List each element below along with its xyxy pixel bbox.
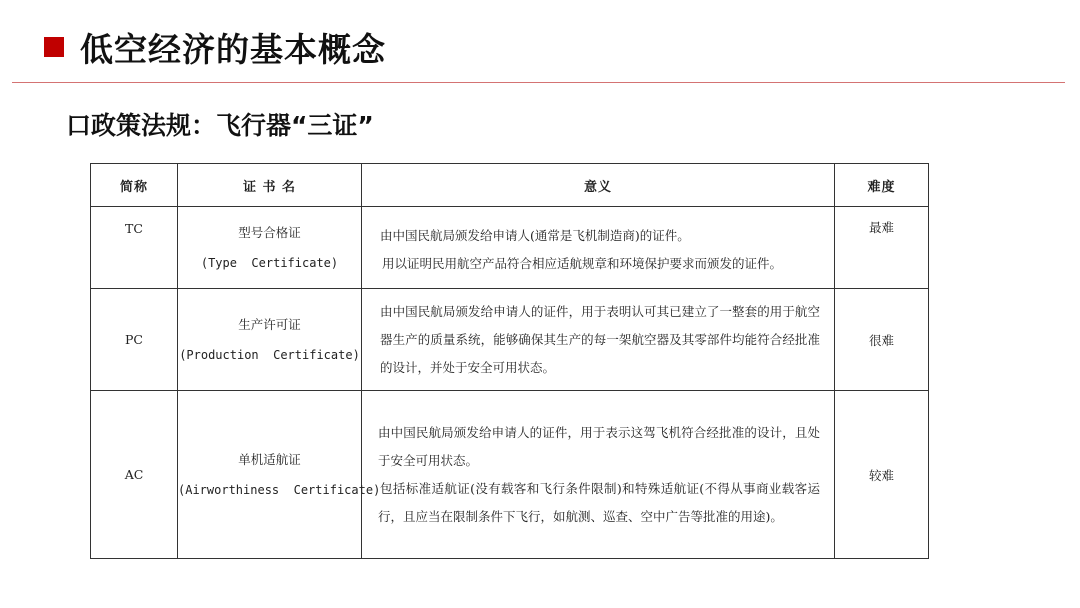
- cert-name-cn: 单机适航证: [238, 451, 301, 467]
- cell-abbr: TC: [91, 207, 178, 289]
- header-difficulty: 难度: [835, 164, 929, 207]
- table-row: [91, 207, 929, 289]
- cert-name-cn: 型号合格证: [238, 224, 301, 240]
- cell-difficulty: 很难: [835, 289, 929, 391]
- meaning-text: 用以证明民用航空产品符合相应适航规章和环境保护要求而颁发的证件。: [382, 255, 783, 271]
- cell-abbr: PC: [91, 289, 178, 391]
- cert-name-en: (Type Certificate): [200, 255, 339, 270]
- meaning-text: 包括标准适航证(没有载客和飞行条件限制)和特殊适航证(不得从事商业载客运行，且应当在限制条件下飞行，如航测、巡查、空中广告等批准的用途)。: [378, 480, 820, 524]
- table-header-row: [91, 164, 929, 207]
- header-meaning: 意义: [362, 164, 835, 207]
- cell-abbr: AC: [91, 391, 178, 559]
- table-row: [91, 289, 929, 391]
- table-row: [91, 391, 929, 559]
- cert-name-en: (Production Certificate): [179, 347, 360, 362]
- header-name: 证 书 名: [178, 164, 362, 207]
- cert-name-en: (Airworthiness Certificate): [178, 482, 381, 497]
- header-abbr: 简称: [91, 164, 178, 207]
- cell-meaning: [362, 207, 835, 289]
- title-divider: [12, 82, 1065, 83]
- certificate-table: [90, 163, 929, 559]
- cert-name-cn: 生产许可证: [238, 316, 301, 332]
- cell-name: [178, 391, 381, 559]
- meaning-text: 由中国民航局颁发给申请人(通常是飞机制造商)的证件。: [380, 227, 690, 243]
- title-bullet-square: [44, 37, 64, 57]
- cell-name: [178, 207, 362, 289]
- cell-meaning: [362, 289, 835, 391]
- cell-meaning: [362, 391, 835, 559]
- cell-difficulty: 较难: [835, 391, 929, 559]
- cell-name: [178, 289, 362, 391]
- page-title: 低空经济的基本概念: [80, 30, 386, 69]
- meaning-text: 由中国民航局颁发给申请人的证件，用于表示这驾飞机符合经批准的设计，且处于安全可用状态。: [378, 424, 820, 468]
- cell-difficulty: 最难: [835, 207, 929, 289]
- section-subtitle: 口政策法规：飞行器“三证”: [66, 111, 374, 140]
- meaning-text: 由中国民航局颁发给申请人的证件，用于表明认可其已建立了一整套的用于航空器生产的质量系统，能够确保其生产的每一架航空器及其零部件均能符合经批准的设计，并处于安全可用状态。: [380, 303, 820, 375]
